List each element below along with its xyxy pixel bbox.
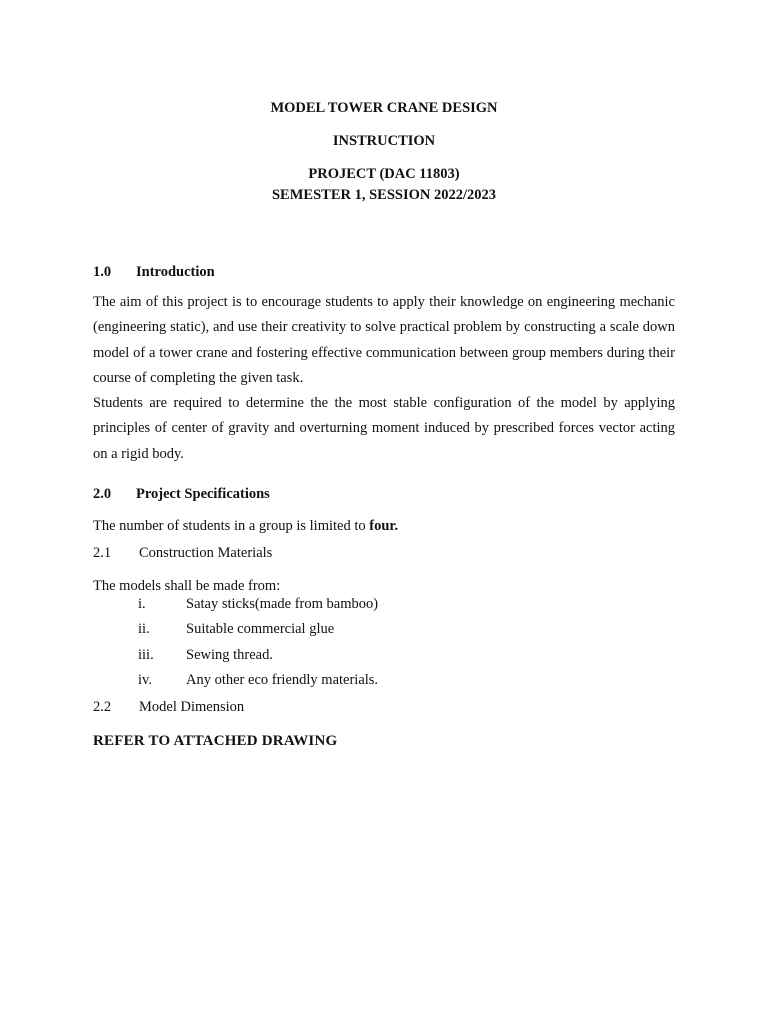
section-heading-specifications xyxy=(93,484,270,504)
list-item xyxy=(138,645,378,670)
list-item xyxy=(138,619,378,644)
subsection-heading-dimension xyxy=(93,697,244,717)
list-numeral: iii. xyxy=(138,646,154,663)
section-number: 2.0 xyxy=(93,486,112,502)
list-item xyxy=(138,670,378,695)
group-size-label: The number of students in a group is limited to xyxy=(93,518,370,534)
document-title: MODEL TOWER CRANE DESIGN xyxy=(270,100,498,116)
section-number: 1.0 xyxy=(93,264,112,280)
group-size-text xyxy=(93,516,398,536)
list-numeral: ii. xyxy=(138,621,150,638)
subsection-number: 2.1 xyxy=(93,545,112,561)
subsection-title: Construction Materials xyxy=(139,545,273,561)
section-title: Project Specifications xyxy=(136,486,270,502)
list-numeral: iv. xyxy=(138,671,152,688)
document-subtitle: INSTRUCTION xyxy=(332,133,436,149)
list-text: Suitable commercial glue xyxy=(186,621,335,638)
subsection-heading-materials xyxy=(93,543,272,563)
list-numeral: i. xyxy=(138,596,146,612)
project-code: PROJECT (DAC 11803) xyxy=(308,166,460,182)
materials-intro: The models shall be made from: xyxy=(93,578,281,594)
list-text: Satay sticks(made from bamboo) xyxy=(186,596,379,612)
subsection-number: 2.2 xyxy=(93,699,112,715)
section-title: Introduction xyxy=(136,264,215,280)
materials-list xyxy=(138,594,378,695)
subsection-title: Model Dimension xyxy=(139,699,245,715)
stability-paragraph: Students are required to determine the the most stable configuration of the model by applying principles of center of gravity and overturning moment induced by prescribed forces vector acting on a rigid body. xyxy=(93,395,675,462)
refer-drawing-note: REFER TO ATTACHED DRAWING xyxy=(93,733,338,749)
group-size-limit: four. xyxy=(369,518,399,534)
semester-session: SEMESTER 1, SESSION 2022/2023 xyxy=(271,187,496,203)
list-text: Any other eco friendly materials. xyxy=(186,671,379,688)
list-item xyxy=(138,594,378,619)
list-text: Sewing thread. xyxy=(186,646,273,663)
intro-paragraph: The aim of this project is to encourage students to apply their knowledge on engineering mechanic (engineering static), and use their creativity to solve practical problem by constructing a scale down model of a tower crane and fostering effective communication between group members during their course of completing the given task. xyxy=(93,294,675,386)
section-heading-introduction xyxy=(93,262,215,282)
